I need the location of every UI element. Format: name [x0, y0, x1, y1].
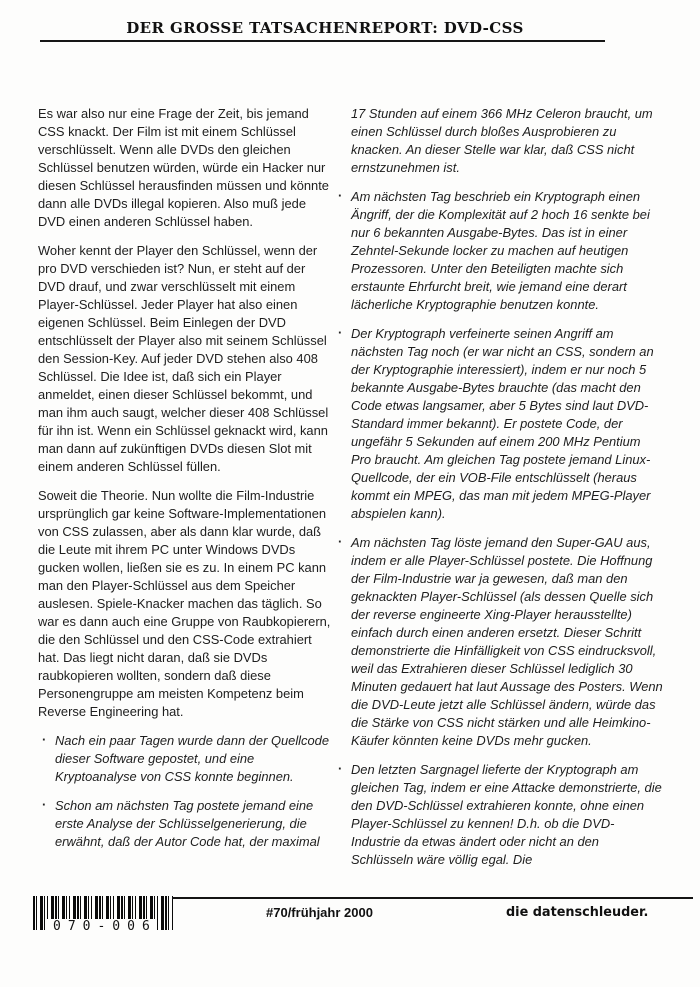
list-item-text: Am nächsten Tag beschrieb ein Kryptograph einen Ängriff, der die Komplexität auf 2 hoch 16 senkte bei nur 6 bekannten Ausgabe-Bytes. Das ist in einer Zehntel-Sekunde locker zu machen auf heutigen Prozessoren. Unter den Beteiligten machte sich erstaunte Ehrfurcht breit, wie jemand eine derart lächerliche Kryptographie benutzen konnte. [351, 189, 650, 312]
two-column-body [38, 105, 663, 880]
paragraph-player-key: Woher kennt der Player den Schlüssel, wenn der pro DVD verschieden ist? Nun, er steht auf der DVD drauf, und zwar verschlüsselt mit einem Player-Schlüssel. Jeder Player hat also einen eigenen Schlüssel. Beim Einlegen der DVD entschlüsselt der Player also mit seinem Schlüssel den Session-Key. Auf jeder DVD stehen also 408 Schlüssel. Die Idee ist, daß sich ein Player anmeldet, einen dieser Schlüssel bekommt, und man ihm auch saugt, welcher dieser 408 Schlüssel für ihn ist. Wenn ein Schlüssel geknackt wird, kann man dann auf zukünftigen DVDs diesen Slot mit einem anderen Schlüssel füllen. [38, 243, 329, 474]
right-column [337, 105, 663, 880]
bullet-marker: · [42, 732, 47, 747]
bullet-marker: · [42, 797, 47, 812]
header-rule [40, 40, 605, 42]
footer-rule [172, 897, 693, 899]
list-item [338, 188, 663, 314]
issue-number: #70/frühjahr 2000 [266, 905, 373, 920]
list-item-text: Am nächsten Tag löste jemand den Super-GAU aus, indem er alle Player-Schlüssel postete. Die Hoffnung der Film-Industrie war ja gewesen, daß man den geknackten Player-Schlüssel (als dessen Quelle sich der reverse engineerte Xing-Player herausstellte) einfach durch einen anderen ersetzt. Dieser Schritt demonstrierte die Hinfälligkeit von CSS eindrucksvoll, weil das Extrahieren dieser Schlüssel lediglich 30 Minuten gedauert hat laut Aussage des Posters. Wenn die DVD-Leute jetzt alle Schlüssel ändern, würde das die Stärke von CSS nicht stärken und alle Heimkino-Käufer könnten keine DVDs mehr gucken. [351, 535, 663, 748]
timeline-list-left [38, 732, 331, 851]
list-item-text: Der Kryptograph verfeinerte seinen Angriff am nächsten Tag noch (er war nicht an CSS, sondern an der Kryptographie interessiert), indem er nur noch 5 bekannte Ausgabe-Bytes brauchte (das macht den Code etwas langsamer, aber 5 Bytes sind laut DVD-Standard immer bekannt). Er postete Code, der ungefähr 5 Sekunden auf einem 200 MHz Pentium Pro braucht. Am gleichen Tag postete jemand Linux-Quellcode, der ein VOB-File entschlüsselt (heraus kommt ein MPEG, das man mit jedem MPEG-Player abspielen kann). [351, 326, 654, 521]
list-item [338, 325, 663, 523]
list-item [42, 732, 331, 786]
paragraph-intro: Es war also nur eine Frage der Zeit, bis jemand CSS knackt. Der Film ist mit einem Schlüssel verschlüsselt. Wenn alle DVDs den gleichen Schlüssel benutzen würden, würde ein Hacker nur diesen Schlüssel herausfinden müssen und könnte dann alle DVDs illegal kopieren. Also muß jede DVD einen anderen Schlüssel haben. [38, 106, 329, 229]
bullet-marker: · [338, 534, 343, 549]
barcode [33, 896, 173, 934]
list-item-text: Den letzten Sargnagel lieferte der Kryptograph am gleichen Tag, indem er eine Attacke demonstrierte, die den DVD-Schlüssel extrahieren konnte, ohne einen Player-Schlüssel zu kennen! D.h. ob die DVD-Industrie da etwas ändert oder nicht an den Schlüsseln wäre völlig egal. Die [351, 762, 662, 867]
list-item-text: Nach ein paar Tagen wurde dann der Quellcode dieser Software gepostet, und eine Kryptoanalyse von CSS konnte beginnen. [55, 733, 329, 784]
bullet-marker: · [338, 325, 343, 340]
list-item-text: Schon am nächsten Tag postete jemand eine erste Analyse der Schlüsselgenerierung, die erwähnt, daß der Autor Code hat, der maximal [55, 798, 320, 849]
list-item [338, 761, 663, 869]
continuation-text: 17 Stunden auf einem 366 MHz Celeron braucht, um einen Schlüssel durch bloßes Ausprobieren zu knacken. An dieser Stelle war klar, daß CSS nicht ernstzunehmen ist. [351, 106, 653, 175]
barcode-digits: 070-006 [47, 919, 157, 934]
bullet-marker: · [338, 761, 343, 776]
bullet-marker: · [338, 188, 343, 203]
paragraph-theory: Soweit die Theorie. Nun wollte die Film-Industrie ursprünglich gar keine Software-Implementationen von CSS zulassen, aber als dann klar wurde, daß die Leute mit ihrem PC unter Windows DVDs gucken wollen, ließen sie es zu. In einem PC kann man den Player-Schlüssel aus dem Speicher auslesen. Spiele-Knacker machen das täglich. So war es dann auch eine Gruppe von Raubkopierern, die den Schlüssel und den CSS-Code extrahiert hat. Das liegt nicht daran, daß sie DVDs raubkopieren wollten, sondern daß diese Personengruppe am meisten Kompetenz beim Reverse Engineering hat. [38, 488, 331, 719]
left-column [38, 105, 331, 880]
timeline-list-right [337, 188, 663, 869]
list-item [338, 534, 663, 750]
list-item [42, 797, 331, 851]
magazine-name: die datenschleuder. [506, 904, 649, 920]
page-title: DER GROSSE TATSACHENREPORT: DVD-CSS [126, 19, 524, 37]
